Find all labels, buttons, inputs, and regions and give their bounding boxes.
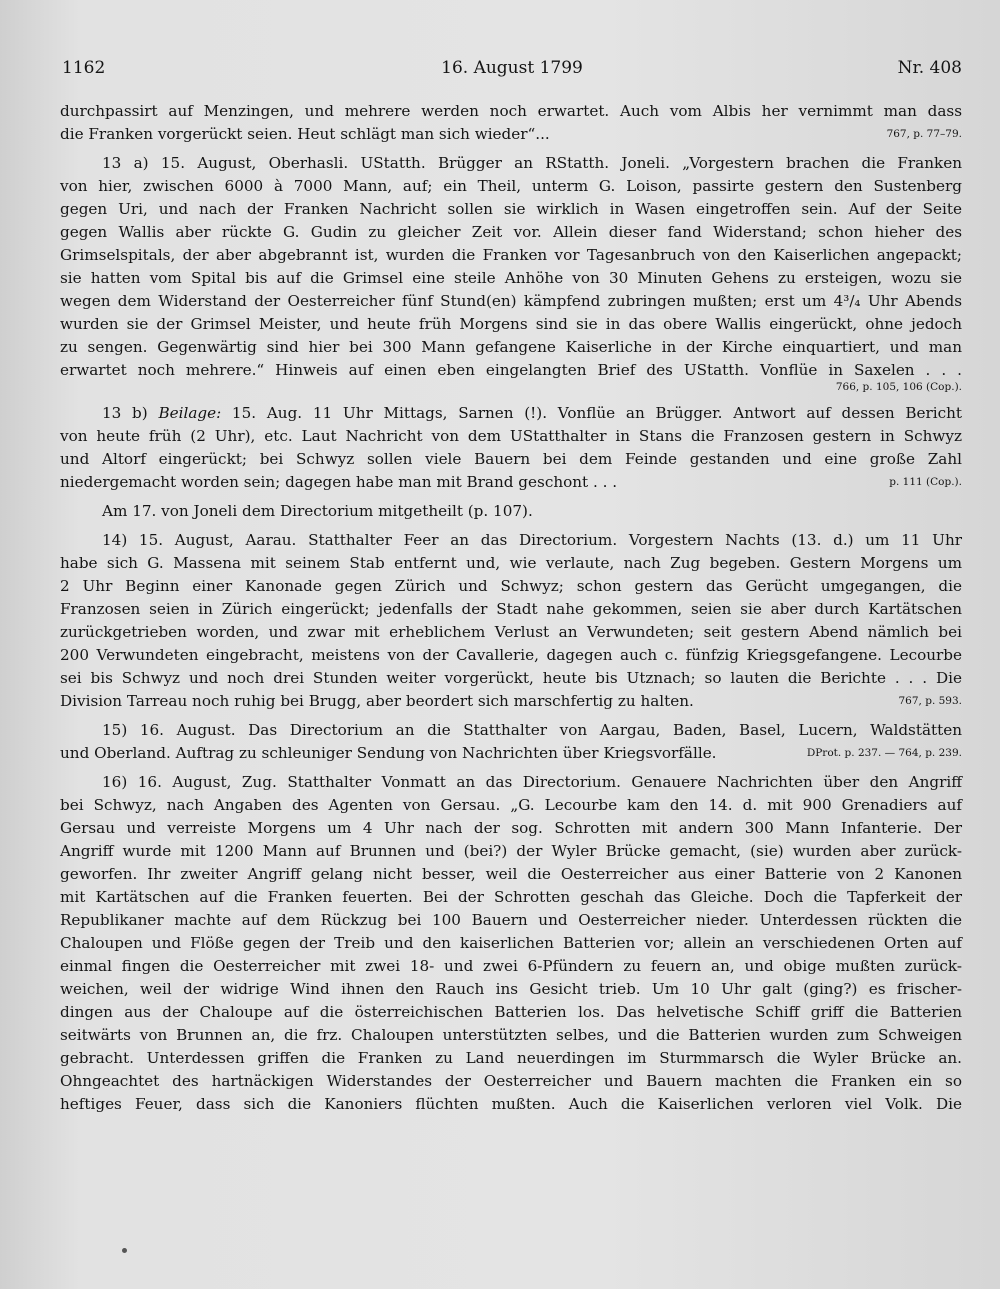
text-line: 200 Verwundeten eingebracht, meistens von der Cavallerie, dagegen auch c. fünfzig Kriegsgefangene. Lecourbe bbox=[60, 646, 962, 664]
text-line: und Altorf eingerückt; bei Schwyz sollen viele Bauern bei dem Feinde gestanden und eine große Zahl bbox=[60, 450, 962, 468]
text-line: 14) 15. August, Aarau. Statthalter Feer an das Directorium. Vorgestern Nachts (13. d.) um 11 Uhr bbox=[102, 531, 962, 549]
text-line: Gersau und verreiste Morgens um 4 Uhr nach der sog. Schrotten mit andern 300 Mann Infanterie. Der bbox=[60, 819, 962, 837]
text-line: Am 17. von Joneli dem Directorium mitgetheilt (p. 107). bbox=[102, 502, 533, 520]
text-line: von hier, zwischen 6000 à 7000 Mann, auf; ein Theil, unterm G. Loison, passirte gestern den Sustenberg bbox=[60, 177, 962, 195]
text-line: zu sengen. Gegenwärtig sind hier bei 300 Mann gefangene Kaiserliche in der Kirche einquartiert, und man bbox=[60, 338, 962, 356]
text-line: sei bis Schwyz und noch drei Stunden weiter vorgerückt, heute bis Utznach; so lauten die Berichte . . . Die bbox=[60, 669, 962, 687]
text-line: wurden sie der Grimsel Meister, und heute früh Morgens sind sie in das obere Wallis eingerückt, ohne jedoch bbox=[60, 315, 962, 333]
text-line: habe sich G. Massena mit seinem Stab entfernt und, wie verlaute, nach Zug begeben. Gestern Morgens um bbox=[60, 554, 962, 572]
source-reference: DProt. p. 237. — 764, p. 239. bbox=[806, 747, 962, 759]
source-reference: 766, p. 105, 106 (Cop.). bbox=[835, 381, 962, 393]
text-line: 13 a) 15. August, Oberhasli. UStatth. Brügger an RStatth. Joneli. „Vorgestern brachen die Franken bbox=[102, 154, 962, 172]
text-line: Grimselspitals, der aber abgebrannt ist, wurden die Franken vor Tagesanbruch von den Kaiserlichen angepackt; bbox=[60, 246, 962, 264]
text-line: 15) 16. August. Das Directorium an die Statthalter von Aargau, Baden, Basel, Lucern, Waldstätten bbox=[102, 721, 962, 739]
text-line: Franzosen seien in Zürich eingerückt; jedenfalls der Stadt nahe gekommen, seien sie aber durch Kartätschen bbox=[60, 600, 962, 618]
page-number: 1162 bbox=[62, 58, 106, 78]
entry-13b bbox=[60, 402, 962, 523]
paragraph-continuation bbox=[60, 100, 962, 146]
text-line: wegen dem Widerstand der Oesterreicher fünf Stund(en) kämpfend zubringen mußten; erst um 4³/₄ Uhr Abends bbox=[60, 292, 962, 310]
text-line: Angriff wurde mit 1200 Mann auf Brunnen und (bei?) der Wyler Brücke gemacht, (sie) wurden aber zurück- bbox=[60, 842, 962, 860]
text-line: geworfen. Ihr zweiter Angriff gelang nicht besser, weil die Oesterreicher aus einer Batterie von 2 Kanonen bbox=[60, 865, 962, 883]
text-line-with-ref bbox=[60, 690, 962, 713]
entry-number: 13 b) bbox=[102, 404, 159, 422]
text-line: mit Kartätschen auf die Franken feuerten. Bei der Schrotten geschah das Gleiche. Doch die Tapferkeit der bbox=[60, 888, 962, 906]
entry-16 bbox=[60, 771, 962, 1116]
text-line-with-ref bbox=[60, 471, 962, 494]
text-line: die Franken vorgerückt seien. Heut schlägt man sich wieder“... bbox=[60, 125, 550, 143]
text-line bbox=[60, 402, 962, 425]
text-line: heftiges Feuer, dass sich die Kanoniers flüchten mußten. Auch die Kaiserlichen verloren viel Volk. Die bbox=[60, 1095, 962, 1113]
text-line: gegen Uri, und nach der Franken Nachricht sollen sie wirklich in Wasen eingetroffen sein. Auf der Seite bbox=[60, 200, 962, 218]
text-line: weichen, weil der widrige Wind ihnen den Rauch ins Gesicht trieb. Um 10 Uhr galt (ging?) es frischer- bbox=[60, 980, 962, 998]
text-line: gegen Wallis aber rückte G. Gudin zu gleicher Zeit vor. Allein dieser fand Widerstand; schon hieher des bbox=[60, 223, 962, 241]
source-reference: 767, p. 77–79. bbox=[886, 128, 962, 140]
text-line: dingen aus der Chaloupe auf die österreichischen Batterien los. Das helvetische Schiff griff die Batterien bbox=[60, 1003, 962, 1021]
page-body bbox=[60, 100, 962, 1116]
text-line: bei Schwyz, nach Angaben des Agenten von Gersau. „G. Lecourbe kam den 14. d. mit 900 Grenadiers auf bbox=[60, 796, 962, 814]
text-line: einmal fingen die Oesterreicher mit zwei 18- und zwei 6-Pfündern zu feuern an, und obige mußten zurück- bbox=[60, 957, 962, 975]
text-line: niedergemacht worden sein; dagegen habe man mit Brand geschont . . . bbox=[60, 473, 618, 491]
text-line: durchpassirt auf Menzingen, und mehrere werden noch erwartet. Auch vom Albis her vernimmt man dass bbox=[60, 102, 962, 120]
header-date: 16. August 1799 bbox=[441, 58, 583, 78]
text-line: gebracht. Unterdessen griffen die Franken zu Land neuerdingen im Sturmmarsch die Wyler Brücke an. bbox=[60, 1049, 962, 1067]
text-line: Division Tarreau noch ruhig bei Brugg, aber beordert sich marschfertig zu halten. bbox=[60, 692, 694, 710]
text-line-with-ref bbox=[60, 742, 962, 765]
source-reference: p. 111 (Cop.). bbox=[889, 476, 962, 488]
text-line: seitwärts von Brunnen an, die frz. Chaloupen unterstützten selbes, und die Batterien wurden zum Schweigen bbox=[60, 1026, 962, 1044]
entry-14 bbox=[60, 529, 962, 713]
text-line: und Oberland. Auftrag zu schleuniger Sendung von Nachrichten über Kriegsvorfälle. bbox=[60, 744, 717, 762]
running-header bbox=[62, 58, 962, 88]
text-line: 2 Uhr Beginn einer Kanonade gegen Zürich und Schwyz; schon gestern das Gerücht umgegangen, die bbox=[60, 577, 962, 595]
text-line: sie hatten vom Spital bis auf die Grimsel eine steile Anhöhe von 30 Minuten Gehens zu ersteigen, wozu sie bbox=[60, 269, 962, 287]
text-fragment: 15. Aug. 11 Uhr Mittags, Sarnen (!). Vonflüe an Brügger. Antwort auf dessen Bericht bbox=[221, 404, 962, 422]
italic-label: Beilage: bbox=[158, 404, 222, 422]
text-line-with-ref bbox=[60, 123, 962, 146]
entry-13a bbox=[60, 152, 962, 396]
text-line: erwartet noch mehrere.“ Hinweis auf einen eben eingelangten Brief des UStatth. Vonflüe in Saxelen . . . bbox=[60, 361, 962, 379]
entry-15 bbox=[60, 719, 962, 765]
document-number: Nr. 408 bbox=[897, 58, 962, 78]
text-line: 16) 16. August, Zug. Statthalter Vonmatt an das Directorium. Genauere Nachrichten über den Angriff bbox=[102, 773, 962, 791]
text-line: Ohngeachtet des hartnäckigen Widerstandes der Oesterreicher und Bauern machten die Franken ein so bbox=[60, 1072, 962, 1090]
ink-speck bbox=[122, 1248, 127, 1253]
text-line: von heute früh (2 Uhr), etc. Laut Nachricht von dem UStatthalter in Stans die Franzosen gestern in Schwyz bbox=[60, 427, 962, 445]
text-line: zurückgetrieben worden, und zwar mit erheblichem Verlust an Verwundeten; seit gestern Abend nämlich bei bbox=[60, 623, 962, 641]
text-line: Chaloupen und Flöße gegen der Treib und den kaiserlichen Batterien vor; allein an verschiedenen Orten auf bbox=[60, 934, 962, 952]
source-reference: 767, p. 593. bbox=[898, 695, 962, 707]
text-line: Republikaner machte auf dem Rückzug bei 100 Bauern und Oesterreicher nieder. Unterdessen rückten die bbox=[60, 911, 962, 929]
